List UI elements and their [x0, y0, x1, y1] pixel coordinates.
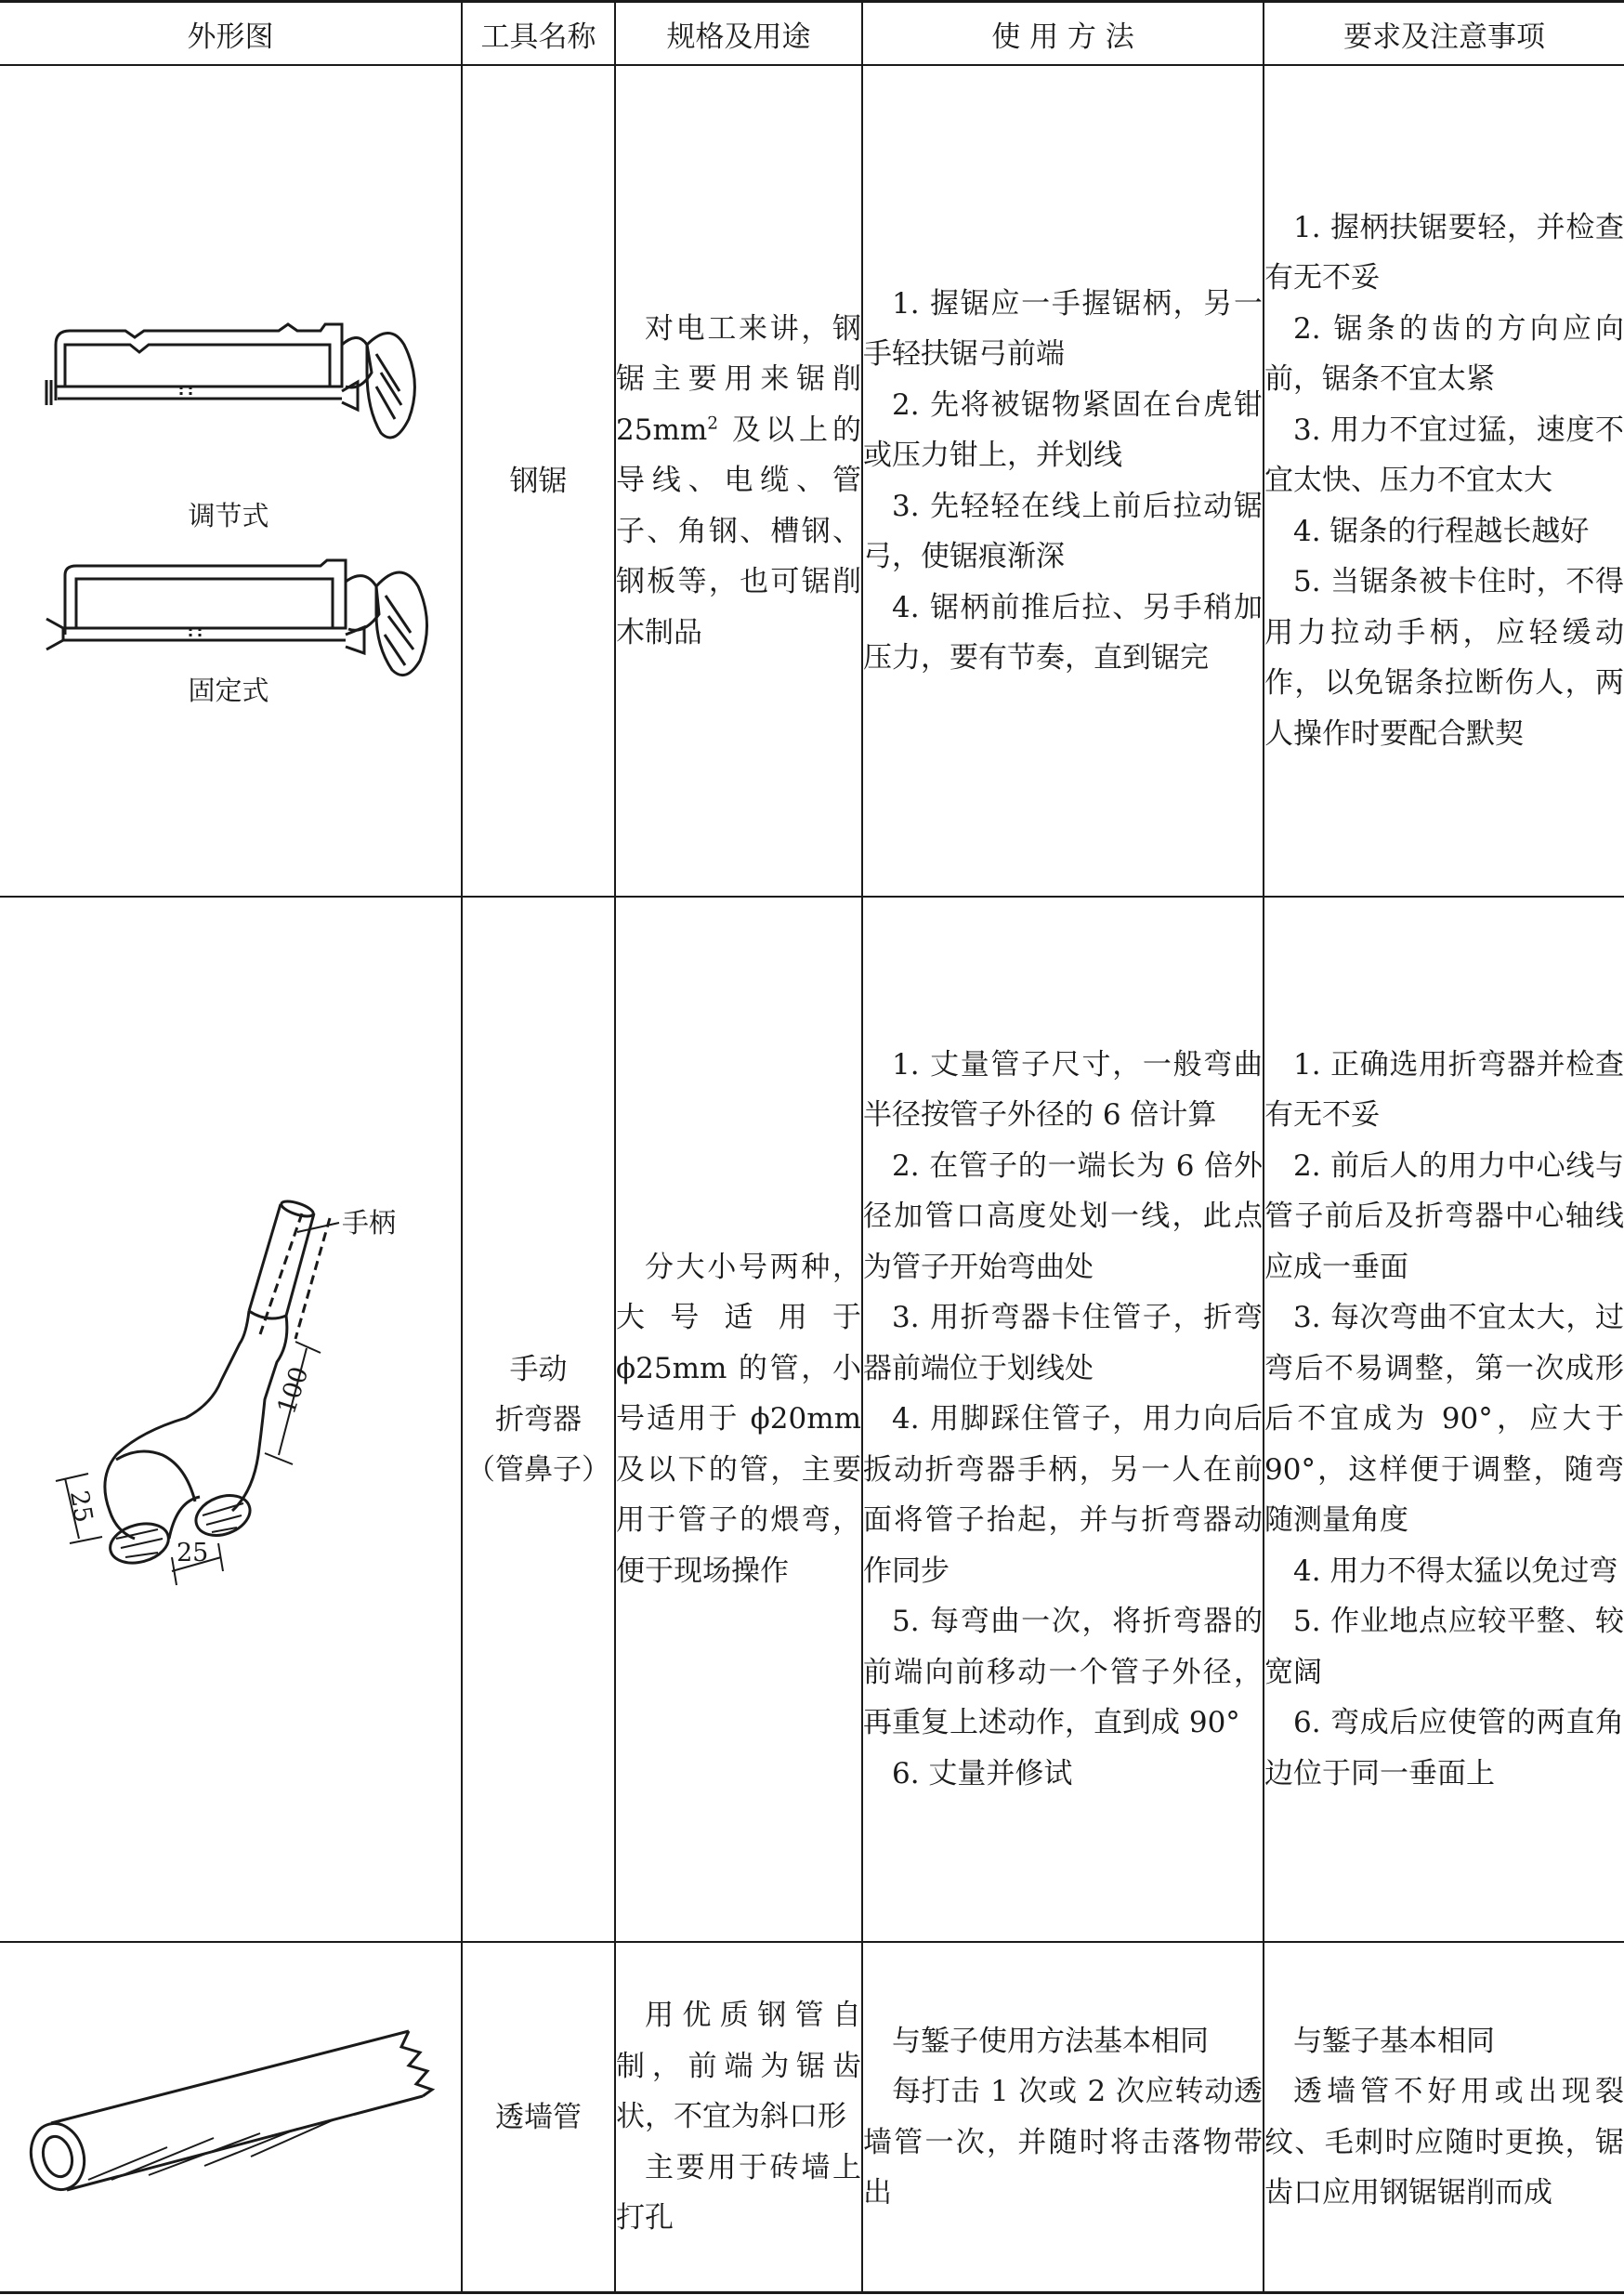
- wall-pipe-illustration: [0, 1943, 462, 2291]
- note-item: 4. 用力不得太猛以免过弯: [1293, 1554, 1618, 1588]
- usage-step: 5. 每弯曲一次，将折弯器的前端向前移动一个管子外径，再重复上述动作，直到成 90°: [863, 1605, 1263, 1740]
- note-item: 透墙管不好用或出现裂纹、毛刺时应随时更换，锯齿口应用钢锯锯削而成: [1264, 2075, 1624, 2210]
- usage-cell-wall-pipe: [862, 1942, 1264, 2293]
- spec-text: 对电工来讲，钢锯主要用来锯削 $25mm^2$ 及以上的导线、电缆、管子、角钢、槽钢、钢板等，也可锯削木制品: [616, 311, 861, 649]
- tool-name-line: 透墙管: [495, 2100, 582, 2134]
- header-tool-name: 工具名称: [462, 2, 615, 66]
- usage-step: 4. 用脚踩住管子，用力向后扳动折弯器手柄，另一人在前面将管子抬起，并与折弯器动作同步: [863, 1402, 1263, 1588]
- notes-cell-pipe-bender: [1264, 897, 1624, 1942]
- notes-cell-wall-pipe: [1264, 1942, 1624, 2293]
- note-item: 5. 作业地点应较平整、较宽阔: [1264, 1605, 1624, 1689]
- usage-cell-hacksaw: [862, 65, 1264, 897]
- note-item: 1. 正确选用折弯器并检查有无不妥: [1264, 1047, 1624, 1133]
- note-item: 与錾子基本相同: [1293, 2024, 1495, 2058]
- note-item: 2. 前后人的用力中心线与管子前后及折弯器中心轴线应成一垂面: [1264, 1148, 1624, 1284]
- usage-step: 4. 锯柄前推后拉、另手稍加压力，要有节奏，直到锯完: [863, 590, 1263, 675]
- hacksaw-illustration: [0, 66, 462, 896]
- usage-step: 6. 丈量并修试: [892, 1756, 1073, 1790]
- spec-cell-hacksaw: [615, 65, 862, 897]
- label-adjustable: 调节式: [188, 500, 269, 531]
- spec-cell-pipe-bender: [615, 897, 862, 1942]
- spec-text: 用优质钢管自制，前端为锯齿状，不宜为斜口形: [616, 1999, 861, 2134]
- label-dim-25-left: 25: [63, 1488, 98, 1526]
- label-dim-100: 100: [272, 1363, 315, 1418]
- figure-cell-wall-pipe: [0, 1942, 462, 2293]
- note-item: 3. 用力不宜过猛，速度不宜太快、压力不宜太大: [1264, 413, 1624, 498]
- tool-name-line: （管鼻子）: [466, 1452, 610, 1487]
- note-item: 2. 锯条的齿的方向应向前，锯条不宜太紧: [1264, 311, 1624, 397]
- label-handle: 手柄: [342, 1207, 397, 1239]
- note-item: 4. 锯条的行程越长越好: [1293, 514, 1590, 548]
- tool-name-pipe-bender: [462, 897, 615, 1942]
- usage-step: 2. 先将被锯物紧固在台虎钳或压力钳上，并划线: [863, 387, 1263, 472]
- usage-step: 2. 在管子的一端长为 6 倍外径加管口高度处划一线，此点为管子开始弯曲处: [863, 1148, 1263, 1284]
- tool-name-wall-pipe: [462, 1942, 615, 2293]
- notes-cell-hacksaw: [1264, 65, 1624, 897]
- header-row: [0, 2, 1624, 66]
- label-fixed: 固定式: [188, 675, 269, 706]
- header-spec: 规格及用途: [615, 2, 862, 66]
- table-row-hacksaw: [0, 65, 1624, 897]
- usage-step: 1. 丈量管子尺寸，一般弯曲半径按管子外径的 6 倍计算: [863, 1047, 1263, 1133]
- usage-step: 与錾子使用方法基本相同: [892, 2024, 1209, 2058]
- tool-name-line: 手动: [509, 1352, 568, 1386]
- table-row-wall-pipe: [0, 1942, 1624, 2293]
- spec-text: 分大小号两种，大号适用于 ϕ25mm 的管，小号适用于 ϕ20mm 及以下的管，主要用于管子的煨弯，便于现场操作: [616, 1250, 861, 1588]
- note-item: 6. 弯成后应使管的两直角边位于同一垂面上: [1264, 1706, 1624, 1790]
- note-item: 3. 每次弯曲不宜太大，过弯后不易调整，第一次成形后不宜成为 90°，应大于 90°，这样便于调整，随弯随测量角度: [1264, 1301, 1624, 1538]
- figure-cell-pipe-bender: [0, 897, 462, 1942]
- note-item: 5. 当锯条被卡住时，不得用力拉动手柄，应轻缓动作，以免锯条拉断伤人，两人操作时要配合默契: [1264, 565, 1624, 751]
- usage-step: 1. 握锯应一手握锯柄，另一手轻扶锯弓前端: [863, 286, 1263, 371]
- tool-name-line: 折弯器: [495, 1402, 582, 1436]
- header-usage: 使 用 方 法: [862, 2, 1264, 66]
- usage-step: 3. 先轻轻在线上前后拉动锯弓，使锯痕渐深: [863, 489, 1263, 573]
- spec-cell-wall-pipe: [615, 1942, 862, 2293]
- label-dim-25-bottom: 25: [177, 1539, 209, 1567]
- note-item: 1. 握柄扶锯要轻，并检查有无不妥: [1264, 210, 1624, 295]
- usage-step: 3. 用折弯器卡住管子，折弯器前端位于划线处: [863, 1301, 1263, 1385]
- usage-cell-pipe-bender: [862, 897, 1264, 1942]
- table-row-pipe-bender: [0, 897, 1624, 1942]
- tool-name-line: 钢锯: [509, 464, 568, 498]
- pipe-bender-illustration: [0, 898, 462, 1941]
- header-figure: 外形图: [0, 2, 462, 66]
- header-notes: 要求及注意事项: [1264, 2, 1624, 66]
- usage-step: 每打击 1 次或 2 次应转动透墙管一次，并随时将击落物带出: [863, 2075, 1263, 2210]
- tool-name-hacksaw: [462, 65, 615, 897]
- spec-text: 主要用于砖墙上打孔: [616, 2150, 861, 2236]
- figure-cell-hacksaw: [0, 65, 462, 897]
